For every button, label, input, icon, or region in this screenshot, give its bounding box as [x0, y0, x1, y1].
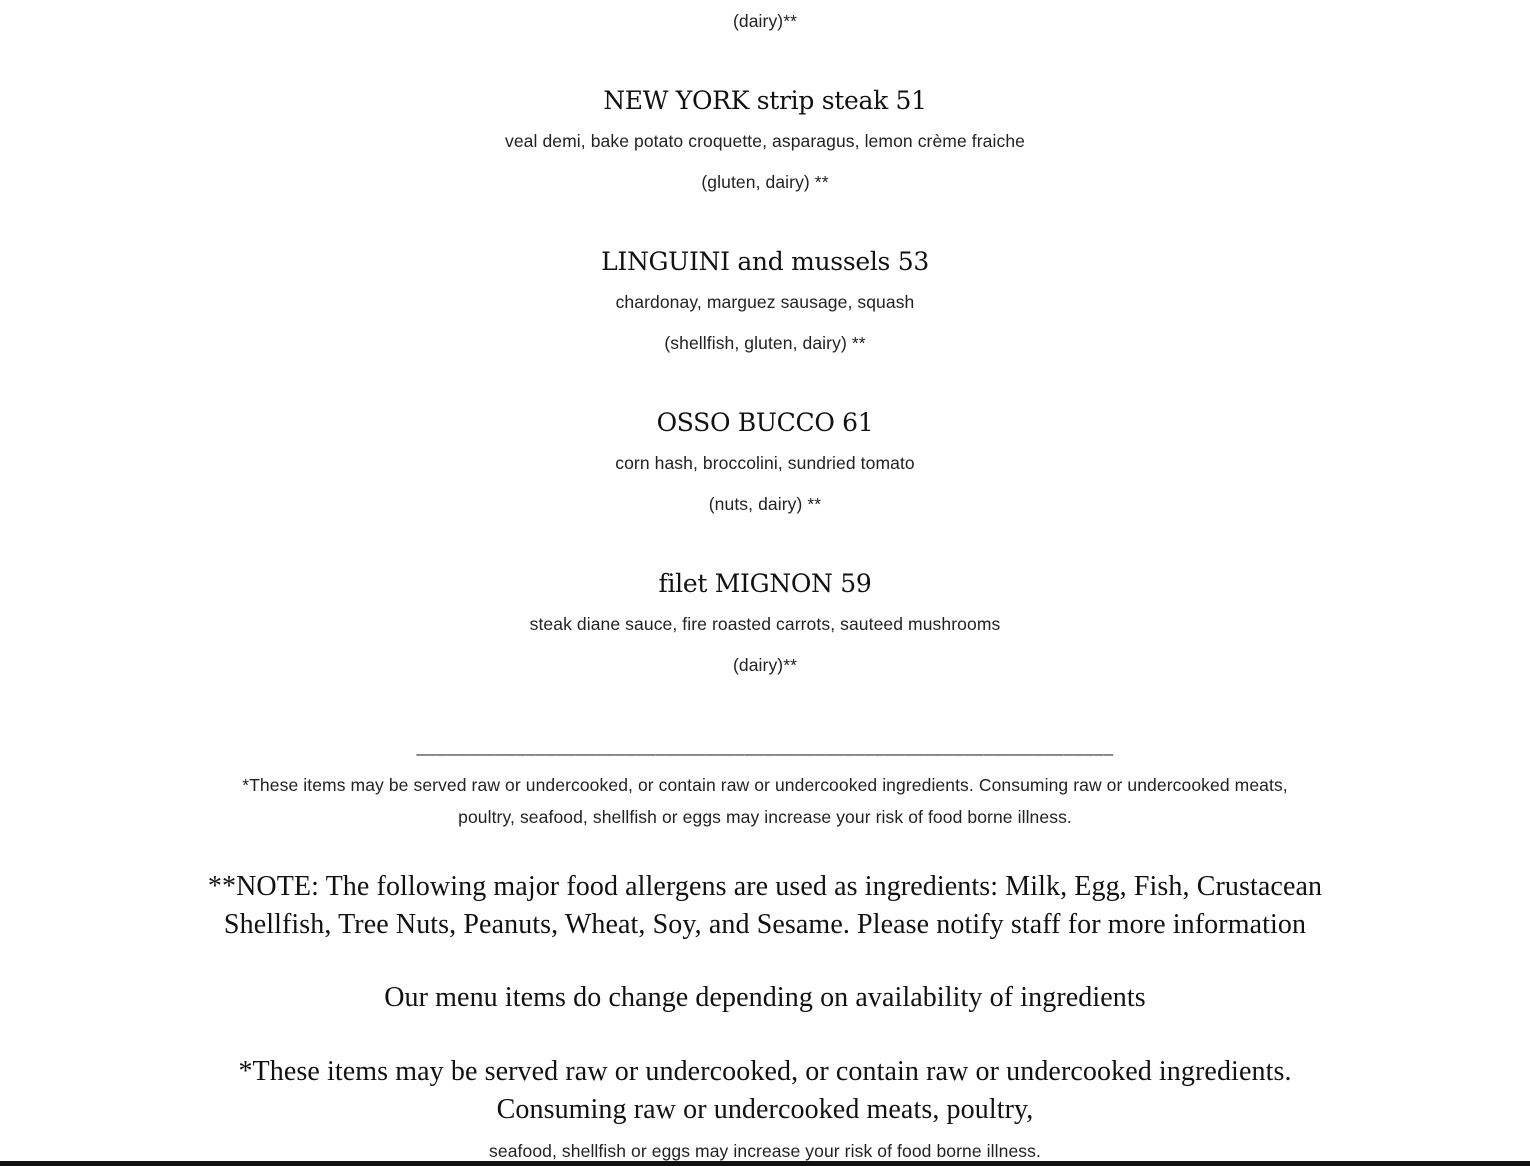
menu-item-title: filet MIGNON 59 [658, 569, 872, 598]
bottom-edge-bar [0, 1161, 1530, 1166]
menu-item-allergens: (nuts, dairy) ** [708, 494, 822, 514]
previous-item-allergens: (dairy)** [732, 11, 798, 31]
menu-item-title: NEW YORK strip steak 51 [603, 86, 927, 115]
menu-item-description: steak diane sauce, fire roasted carrots, sauteed mushrooms [529, 614, 1001, 634]
menu-item-allergens: (dairy)** [732, 655, 798, 675]
allergen-note-line: Shellfish, Tree Nuts, Peanuts, Wheat, Soy, and Sesame. Please notify staff for more information [223, 909, 1307, 940]
raw-food-notice-large-line: Consuming raw or undercooked meats, poultry, [496, 1094, 1034, 1125]
menu-item-description: chardonay, marguez sausage, squash [615, 292, 915, 312]
menu-item-title: LINGUINI and mussels 53 [601, 247, 929, 276]
raw-food-notice-large-line: *These items may be served raw or undercooked, or contain raw or undercooked ingredients. [238, 1056, 1292, 1087]
menu-item-allergens: (gluten, dairy) ** [701, 172, 829, 192]
menu-item-description: veal demi, bake potato croquette, asparagus, lemon crème fraiche [504, 131, 1026, 151]
allergen-note-line: **NOTE: The following major food allergens are used as ingredients: Milk, Egg, Fish, Crustacean [207, 871, 1323, 902]
raw-food-notice-small-line: seafood, shellfish or eggs may increase your risk of food borne illness. [489, 1141, 1041, 1161]
menu-item-title: OSSO BUCCO 61 [656, 408, 874, 437]
section-divider: ______________________________________________________________________ [416, 737, 1114, 756]
availability-note: Our menu items do change depending on availability of ingredients [384, 982, 1146, 1013]
menu-item-description: corn hash, broccolini, sundried tomato [615, 453, 915, 473]
menu-item-allergens: (shellfish, gluten, dairy) ** [664, 333, 866, 353]
raw-food-notice-line: *These items may be served raw or undercooked, or contain raw or undercooked ingredients. Consuming raw or undercooked meats, [242, 775, 1288, 795]
raw-food-notice-line: poultry, seafood, shellfish or eggs may increase your risk of food borne illness. [458, 807, 1072, 827]
